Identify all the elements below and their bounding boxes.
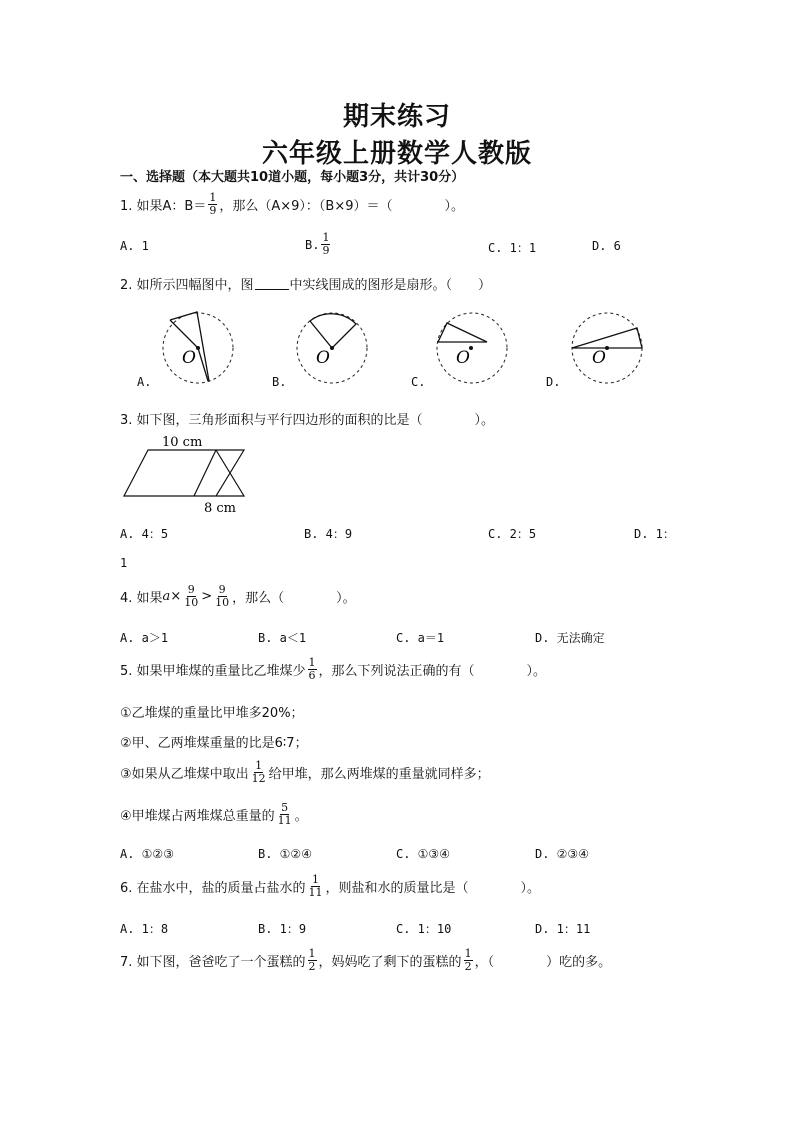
page-title: 期末练习 [342,102,451,132]
q2-option-b: B. [272,375,287,389]
q5-statement-3: ③如果从乙堆煤中取出 $\frac{1}{12}$ 给甲堆，那么两堆煤的重量就同样多； [120,759,490,785]
q4-option-c: C. a＝1 [396,631,445,645]
q2-option-d: D. [546,375,561,389]
parallelogram [124,450,244,496]
q5-option-a: A. ①②③ [120,847,174,861]
q3-option-d-wrap: 1 [120,556,128,570]
center-label: O [592,348,606,368]
question-7: 7. 如下图，爸爸吃了一个蛋糕的 $\frac{1}{2}$ ，妈妈吃了剩下的蛋糕的 $\frac{1}{2}$ ，（ ）吃的多。 [120,947,612,973]
page-subtitle: 六年级上册数学人教版 [261,139,532,169]
section-heading: 一、选择题（本大题共10道小题，每小题3分，共计30分） [120,170,465,185]
fraction: $\frac{1}{11}$ [308,873,323,899]
q6-option-b: B. 1：9 [258,922,307,936]
question-3: 3. 如下图，三角形面积与平行四边形的面积的比是（ ）。 [120,413,495,428]
bottom-length-label: 8 cm [204,501,237,516]
figure-b [297,313,367,383]
fraction: $\frac{1}{12}$ [251,759,266,785]
q4-option-b: B. a＜1 [258,631,307,645]
question-1 [120,192,464,217]
q6-option-d: D. 1：11 [535,922,591,936]
fraction: $\frac{5}{11}$ [277,801,292,827]
q1-option-a: A. 1 [120,239,149,253]
figure-d [572,313,642,383]
question-1-text-a: 1. 如果A：B＝ [120,199,207,214]
center-label: O [316,348,330,368]
question-4: 4. 如果 a × $\frac{9}{10}$ > $\frac{9}{10}$ ，那么（ ）。 [120,583,356,609]
q6-option-c: C. 1：10 [396,922,452,936]
q2-option-a: A. [137,375,152,389]
q5-statement-4: ④甲堆煤占两堆煤总重量的 $\frac{5}{11}$ 。 [120,801,308,827]
q1-option-c: C. 1：1 [488,241,537,255]
fraction: $\frac{1}{9}$ [322,231,330,257]
q6-option-a: A. 1：8 [120,922,169,936]
q3-option-c: C. 2：5 [488,527,537,541]
q4-option-d: D. 无法确定 [535,631,605,645]
question-5: 5. 如果甲堆煤的重量比乙堆煤少 $\frac{1}{6}$ ，那么下列说法正确的有（ ）。 [120,656,547,682]
q5-option-b: B. ①②④ [258,847,312,861]
q1-option-b: B. $\frac{1}{9}$ [305,231,330,257]
fraction: $\frac{9}{10}$ [184,583,199,609]
question-2: 2. 如所示四幅图中，图 中实线围成的图形是扇形。（ ） [120,278,492,293]
q5-statement-1: ①乙堆煤的重量比甲堆多20%； [120,706,304,721]
q4-option-a: A. a＞1 [120,631,169,645]
fraction: $\frac{1}{6}$ [308,656,316,682]
q2-option-c: C. [411,375,426,389]
fraction: $\frac{1}{2}$ [308,947,316,973]
q3-option-b: B. 4：9 [304,527,353,541]
answer-blank [255,277,289,290]
fraction: $\frac{1}{2}$ [464,947,472,973]
question-1-text-b: ，那么（A×9）：（B×9）＝（ ）。 [219,199,464,214]
q5-option-c: C. ①③④ [396,847,450,861]
q3-option-a: A. 4：5 [120,527,169,541]
figure-a [163,312,233,383]
q1-option-d: D. 6 [592,239,621,253]
q3-figure [120,432,260,518]
center-label: O [182,348,196,368]
center-label: O [456,348,470,368]
fraction: $\frac{1}{9}$ [209,191,217,217]
figure-c [437,313,507,383]
q3-option-d: D. 1： [634,527,675,541]
q5-option-d: D. ②③④ [535,847,589,861]
variable-a: a [162,589,171,604]
fraction: $\frac{9}{10}$ [215,583,230,609]
q5-statement-2: ②甲、乙两堆煤重量的比是6∶7； [120,736,308,751]
q2-figures [0,300,794,400]
question-6: 6. 在盐水中，盐的质量占盐水的 $\frac{1}{11}$ ，则盐和水的质量比是（ ）。 [120,873,541,899]
top-length-label: 10 cm [162,435,203,450]
